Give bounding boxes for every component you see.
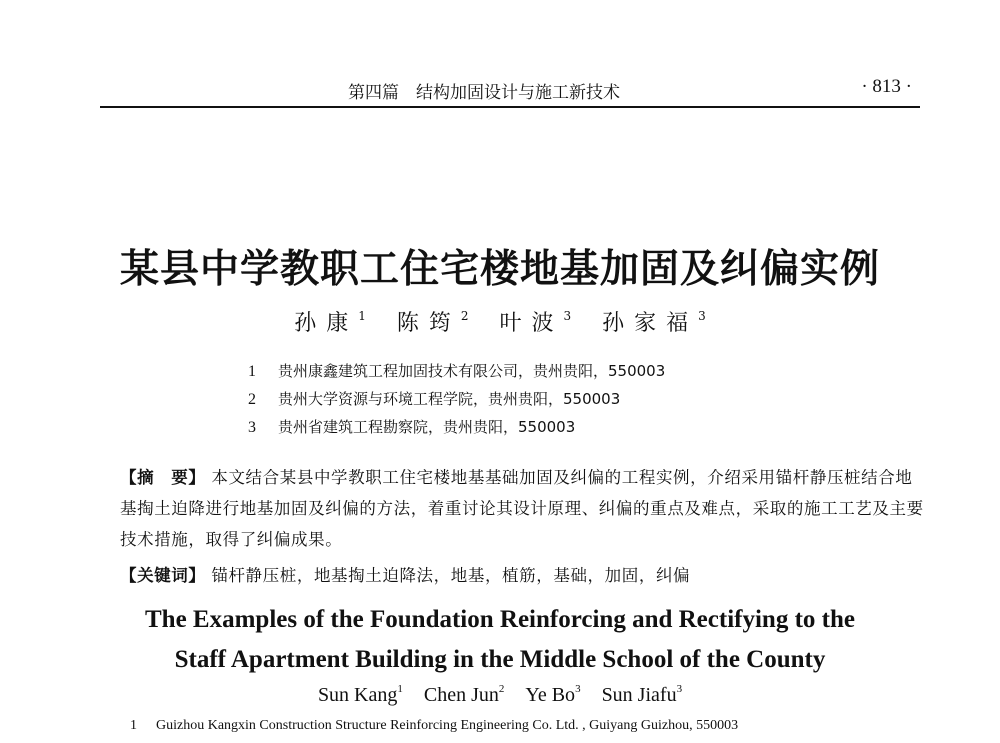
english-author-list — [0, 683, 1000, 707]
english-title-line: The Examples of the Foundation Reinforcing and Rectifying to the — [145, 606, 855, 633]
author-affil-mark: 1 — [397, 683, 403, 695]
author: 孙康$^1$ — [294, 309, 366, 336]
author-affil-mark: 1 — [358, 309, 366, 323]
abstract — [120, 462, 926, 555]
affiliation-list — [248, 360, 665, 444]
author-affil-mark: 3 — [575, 683, 581, 695]
abstract-text: 本文结合某县中学教职工住宅楼地基基础加固及纠偏的工程实例，介绍采用锚杆静压桩结合地基掏土迫降进行地基加固及纠偏的方法，着重讨论其设计原理、纠偏的重点及难点，采取的施工工艺及主要技术措施，取得了纠偏成果。 — [120, 468, 924, 549]
author-affil-mark: 2 — [498, 683, 505, 695]
english-author: Chen Jun$^2$ — [423, 683, 505, 706]
affiliation — [248, 360, 665, 388]
running-header — [100, 74, 920, 108]
affiliation-text: 贵州大学资源与环境工程学院，贵州贵阳，550003 — [278, 390, 621, 408]
affiliation-number: 3 — [248, 419, 256, 436]
affiliation-number: 1 — [248, 363, 256, 380]
keywords-label: 【关键词】 — [120, 566, 206, 585]
affiliation-number: 2 — [248, 391, 256, 408]
affiliation-text: 贵州康鑫建筑工程加固技术有限公司，贵州贵阳，550003 — [278, 362, 666, 380]
affiliation — [248, 416, 665, 444]
keywords-text: 锚杆静压桩，地基掏土迫降法，地基，植筋，基础，加固，纠偏 — [211, 566, 691, 585]
author-affil-mark: 3 — [676, 683, 683, 695]
author-affil-mark: 2 — [460, 309, 469, 323]
affiliation-text: 贵州省建筑工程勘察院，贵州贵阳，550003 — [278, 418, 576, 436]
english-author: Sun Kang$^1$ — [317, 683, 403, 706]
english-author: Ye Bo$^3$ — [525, 683, 581, 706]
english-title — [0, 600, 1000, 680]
author-list — [0, 306, 1000, 337]
author: 孙家福$^3$ — [602, 309, 706, 336]
author-affil-mark: 3 — [563, 309, 572, 323]
header-section-title: 第四篇 结构加固设计与施工新技术 — [348, 83, 620, 103]
english-title-line: Staff Apartment Building in the Middle School of the County — [174, 646, 826, 673]
english-affiliation — [130, 718, 738, 734]
author: 陈筠$^2$ — [396, 309, 469, 336]
affiliation-number: 1 — [130, 718, 137, 733]
paper-title: 某县中学教职工住宅楼地基加固及纠偏实例 — [119, 246, 880, 292]
author-affil-mark: 3 — [698, 309, 706, 323]
affiliation-text: Guizhou Kangxin Construction Structure Reinforcing Engineering Co. Ltd. , Guiyang Guizhou, 550003 — [156, 718, 739, 733]
abstract-label: 【摘 要】 — [120, 468, 206, 487]
affiliation — [248, 388, 665, 416]
page-number: · 813 · — [861, 76, 912, 97]
english-author: Sun Jiafu$^3$ — [601, 683, 683, 706]
keywords — [120, 562, 926, 586]
author: 叶波$^3$ — [499, 309, 572, 336]
